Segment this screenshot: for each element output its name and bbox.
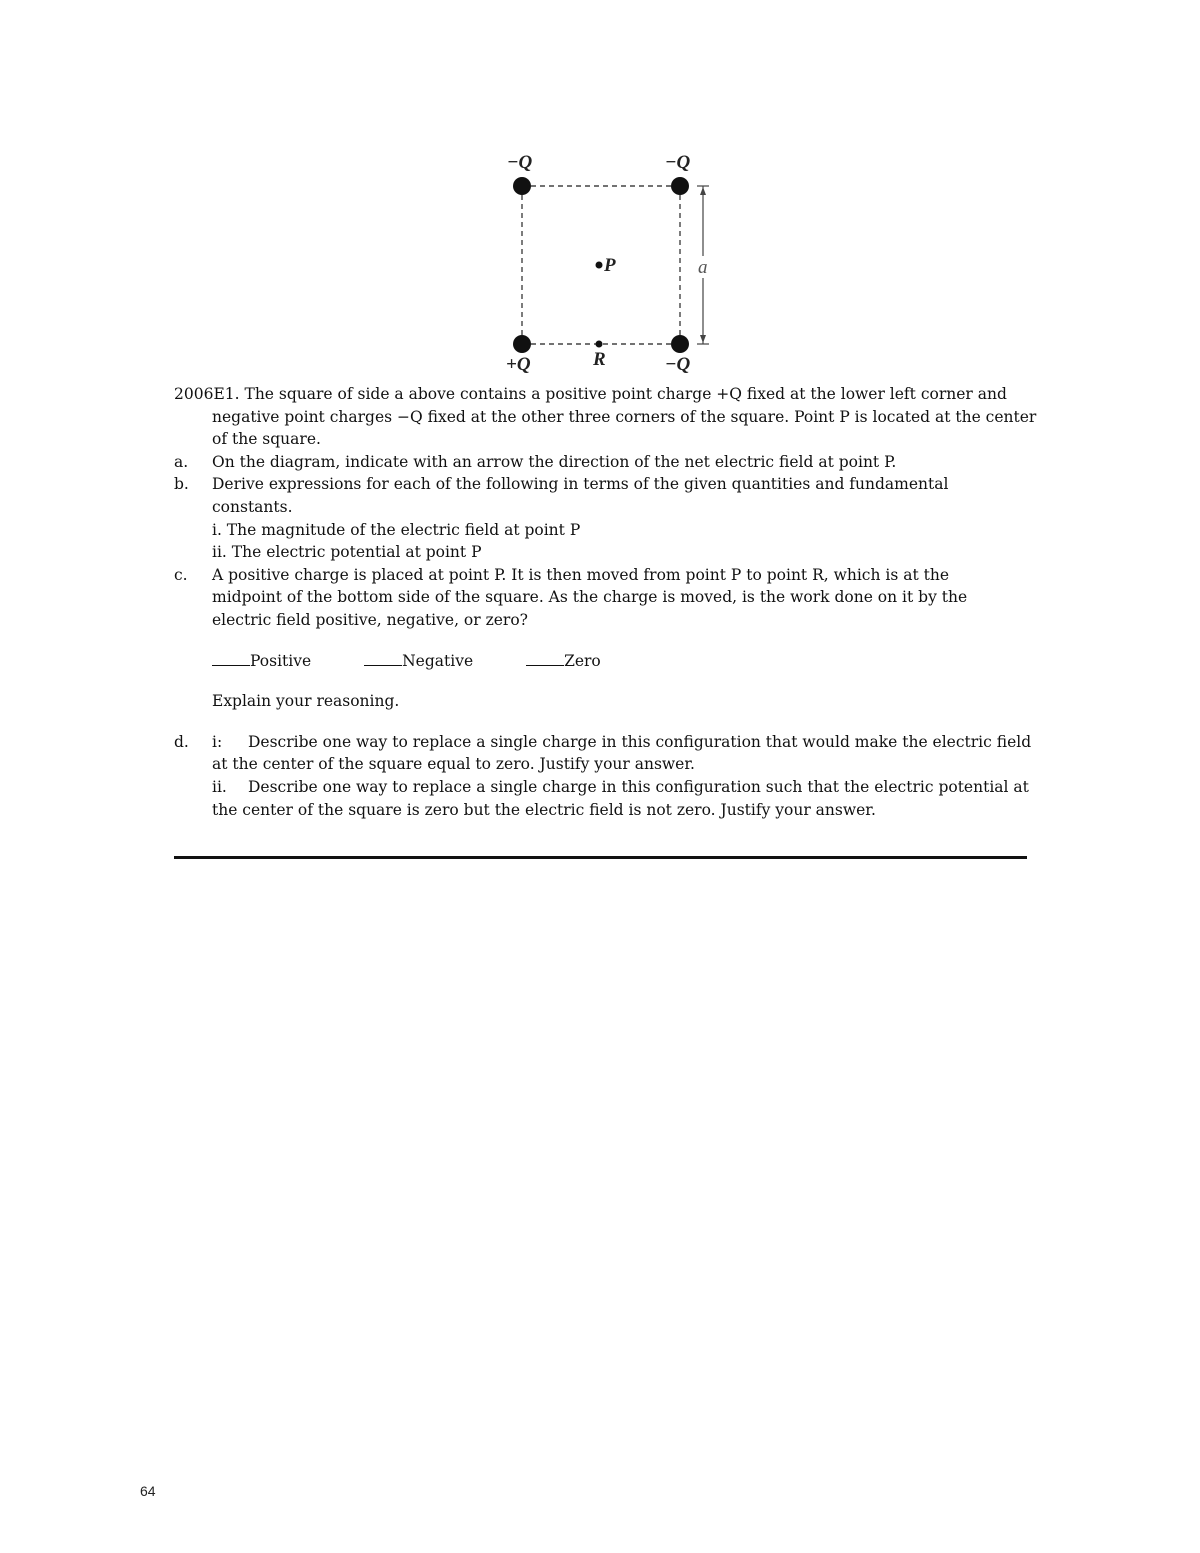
side-length-label: a — [698, 257, 708, 278]
charge-square-diagram — [495, 148, 735, 378]
explain-reasoning: Explain your reasoning. — [212, 692, 400, 711]
part-a-text: On the diagram, indicate with an arrow the direction of the net electric field at point P. — [212, 452, 897, 471]
part-b-line-2: constants. — [212, 497, 293, 516]
part-c-line-2: midpoint of the bottom side of the square. As the charge is moved, is the work done on it by the — [212, 588, 968, 607]
part-b — [174, 473, 1034, 496]
part-d-i-line-2: at the center of the square equal to zero. Justify your answer. — [212, 755, 695, 774]
part-d-i-marker: i: — [212, 732, 223, 751]
charge-label-bottom-right: −Q — [665, 354, 691, 375]
blank-zero[interactable] — [526, 651, 564, 666]
part-d-ii-marker: ii. — [212, 777, 227, 796]
charge-top-right — [671, 177, 689, 195]
part-a — [174, 451, 1034, 474]
choice-positive-label: Positive — [250, 651, 312, 670]
blank-negative[interactable] — [364, 651, 402, 666]
part-d-ii-text: Describe one way to replace a single charge in this configuration such that the electric potential at — [248, 777, 1029, 796]
answer-choices — [174, 650, 1034, 673]
charge-bottom-right — [671, 335, 689, 353]
part-d-i-text: Describe one way to replace a single charge in this configuration that would make the electric field — [248, 732, 1032, 751]
choice-zero-label: Zero — [564, 651, 601, 670]
part-c — [174, 564, 1034, 587]
charge-label-top-left: −Q — [507, 152, 533, 173]
part-b-i: i. The magnitude of the electric field at point P — [212, 520, 581, 539]
part-b-text: Derive expressions for each of the following in terms of the given quantities and fundamental — [212, 475, 949, 494]
charge-top-left — [513, 177, 531, 195]
choice-negative[interactable] — [364, 650, 473, 673]
point-r-label: R — [593, 349, 606, 370]
charge-label-top-right: −Q — [665, 152, 691, 173]
diagram-svg — [495, 148, 735, 378]
intro-line-2: negative point charges −Q fixed at the other three corners of the square. Point P is located at the center — [212, 407, 1037, 426]
choice-positive[interactable] — [212, 650, 311, 673]
problem-text — [174, 383, 1037, 821]
charge-label-bottom-left: +Q — [506, 354, 531, 375]
dimension-arrow-bottom — [700, 335, 706, 343]
part-a-marker: a. — [174, 452, 189, 471]
choice-zero[interactable] — [526, 650, 601, 673]
point-p-label: P — [604, 255, 616, 276]
blank-positive[interactable] — [212, 651, 250, 666]
part-d-i — [174, 731, 1034, 754]
page-number: 64 — [140, 1483, 156, 1499]
point-r-dot — [596, 341, 603, 348]
part-b-marker: b. — [174, 475, 189, 494]
part-c-text: A positive charge is placed at point P. It is then moved from point P to point R, which is at the — [212, 565, 950, 584]
part-c-marker: c. — [174, 565, 188, 584]
intro-line-3: of the square. — [212, 430, 321, 449]
section-divider — [174, 856, 1027, 859]
intro-line-1: 2006E1. The square of side a above contains a positive point charge +Q fixed at the lower left corner and — [174, 385, 1007, 403]
part-b-ii: ii. The electric potential at point P — [212, 543, 482, 562]
dimension-arrow-top — [700, 187, 706, 195]
charge-bottom-left — [513, 335, 531, 353]
choice-negative-label: Negative — [402, 651, 474, 670]
point-p-dot — [596, 262, 603, 269]
part-d-ii — [174, 776, 1034, 799]
part-d-marker: d. — [174, 732, 189, 751]
part-c-line-3: electric field positive, negative, or zero? — [212, 610, 528, 629]
part-d-ii-line-2: the center of the square is zero but the electric field is not zero. Justify your answer. — [212, 800, 876, 819]
